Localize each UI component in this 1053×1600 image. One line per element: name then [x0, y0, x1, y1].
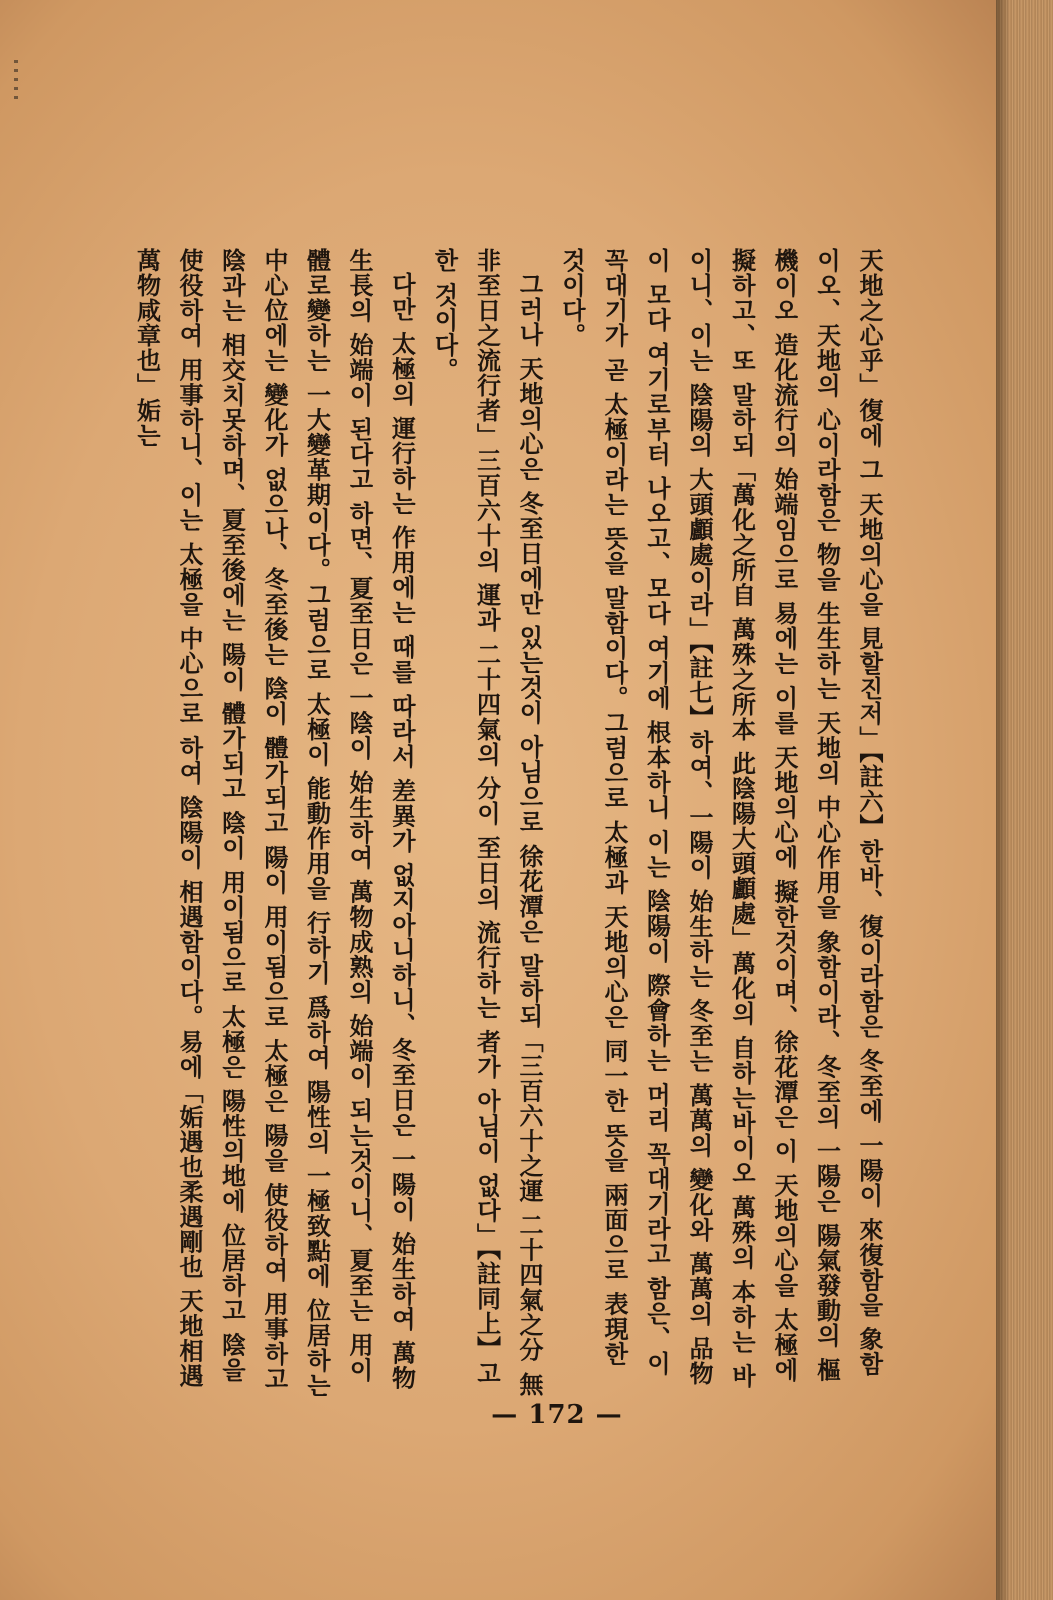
- paragraph-3: 다만 太極의 運行하는 作用에는 때를 따라서 差異가 없지아니하니、冬至日은 一陽이 始生하여 萬物生長의 始端이 된다고 하면、夏至日은 一陰이 始生하여 萬物成熟의 始端이 되는것이니、夏至는 用이 體로變하는 一大變革期이다。그럼으로 太極이 能動作用을 行하기 爲하여 陽性의 一極致點에 位居하는 中心位에는 變化가 없으나、冬至後는 陰이 體가되고 陽이 用이됨으로 太極은 陽을 使役하여 用事하고 陰과는 相交치못하며、夏至後에는 陽이 體가되고 陰이 用이됨으로 太極은 陽性의地에 位居하고 陰을 使役하여 用事하니、이는 太極을 中心으로 하여 陰陽이 相遇함이다。易에「姤遇也柔遇剛也 天地相遇萬物咸章也」姤는: [132, 248, 417, 1398]
- paragraph-2: 그러나 天地의心은 冬至日에만 있는것이 아님으로 徐花潭은 말하되「三百六十之運 二十四氣之分 無非至日之流行者」三百六十의 運과 二十四氣의 分이 至日의 流行하는 者가 아님이 없다」【註同上】고 한 것이다。: [430, 248, 544, 1397]
- binding-shadow: [996, 0, 1010, 1600]
- vertical-text-body: [120, 248, 890, 1398]
- paragraph-1: 天地之心乎」復에 그 天地의心을 見할진저」【註六】한바、復이라함은 冬至에 一陽이 來復함을 象함이오、天地의 心이라함은 物을 生生하는 天地의 中心作用을 象함이라、冬至의 一陽은 陽氣發動의 樞機이오 造化流行의 始端임으로 易에는 이를 天地의心에 擬한것이며、徐花潭은 이 天地의心을 太極에 擬하고、또 말하되「萬化之所自 萬殊之所本 此陰陽大頭顱處」萬化의 自하는바이오 萬殊의 本하는 바이니、이는 陰陽의 大頭顱處이라」【註七】하여、一陽이 始生하는 冬至는 萬萬의 變化와 萬萬의 品物이 모다 여기로부터 나오고、모다 여기에 根本하니 이는 陰陽이 際會하는 머리 꼭대기라고 함은、이 꼭대기가 곧 太極이라는 뜻을 말함이다。그럼으로 太極과 天地의心은 同一한 뜻을 兩面으로 表現한 것이다。: [557, 248, 884, 1389]
- page-number: [0, 1400, 996, 1430]
- page-number-label: — 172 —: [491, 1400, 623, 1430]
- page-edge-marks: [14, 60, 18, 100]
- book-page-edges: [996, 0, 1053, 1600]
